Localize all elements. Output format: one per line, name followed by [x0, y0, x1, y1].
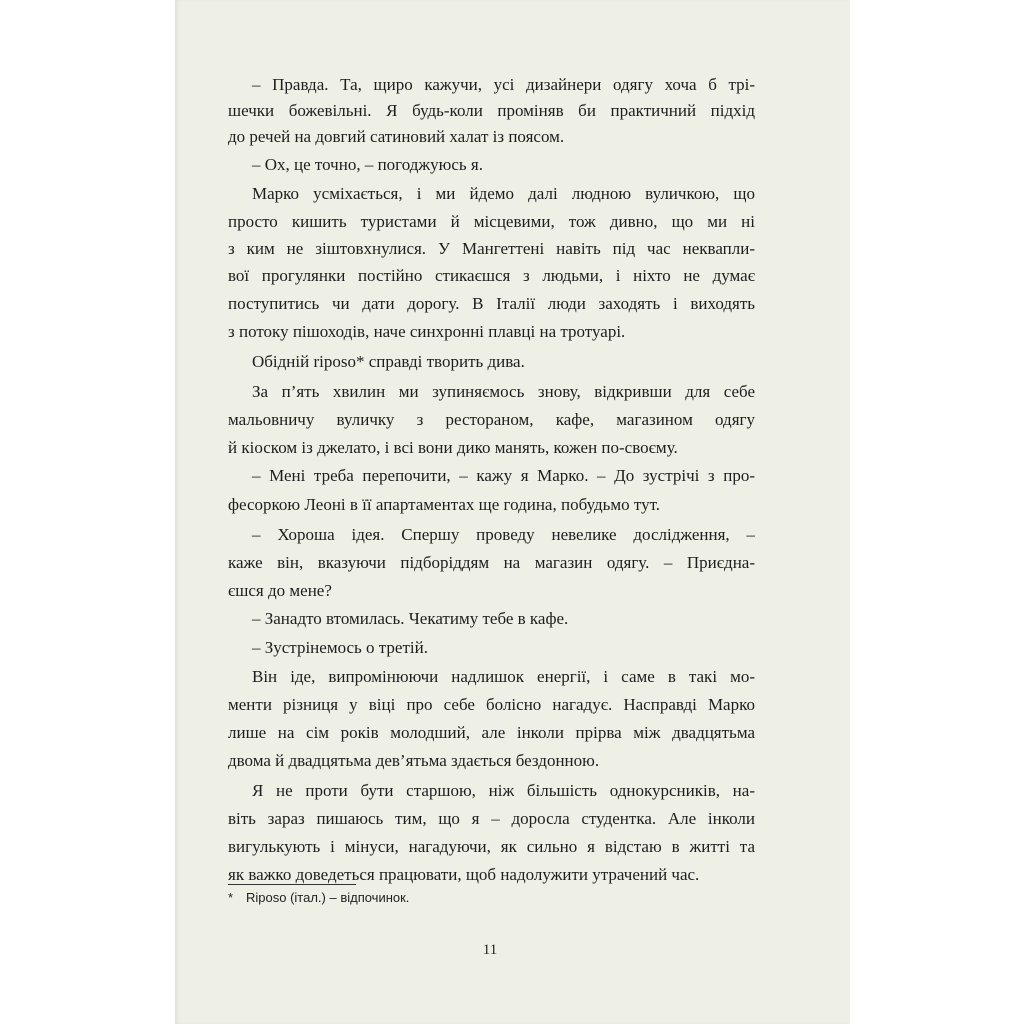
footnote-divider: [228, 884, 356, 885]
text-line: Він іде, випромінюючи надлишок енергії, і саме в такі мо-: [252, 667, 755, 686]
text-line: до речей на довгий сатиновий халат із поясом.: [228, 127, 565, 146]
footnote-text: Riposo (італ.) – відпочинок.: [246, 890, 410, 905]
text-line: – Мені треба перепочити, – кажу я Марко. – До зустрічі з про-: [252, 466, 755, 485]
text-line: вигулькують і мінуси, нагадуючи, як сильно я відстаю в житті та: [228, 837, 755, 856]
text-line: поступитись чи дати дорогу. В Італії люди заходять і виходять: [228, 294, 755, 313]
text-line: просто кишить туристами й місцевими, тож дивно, що ми ні: [228, 212, 755, 231]
text-line: менти різниця у віці про себе болісно нагадує. Насправді Марко: [228, 695, 755, 714]
text-line: єшся до мене?: [228, 581, 332, 600]
text-line: Обідній riposo* справді творить дива.: [252, 352, 525, 371]
text-line: лише на сім років молодший, але інколи прірва між двадцятьма: [228, 723, 755, 742]
footnote: [228, 888, 409, 908]
text-line: віть зараз пишаюсь тим, що я – доросла студентка. Але інколи: [228, 809, 755, 828]
text-line: як важко доведеться працювати, щоб надолужити утрачений час.: [228, 865, 700, 884]
text-line: двома й двадцятьма дев’ятьма здається бездонною.: [228, 751, 600, 770]
text-line: фесоркою Леоні в її апартаментах ще година, побудьмо тут.: [228, 495, 661, 514]
text-line: – Ох, це точно, – погоджуюсь я.: [252, 155, 483, 174]
text-line: каже він, вказуючи підборіддям на магазин одягу. – Приєдна-: [228, 553, 755, 572]
text-line: Я не проти бути старшою, ніж більшість однокурсників, на-: [252, 781, 755, 800]
page-number: 11: [482, 942, 498, 958]
text-line: За п’ять хвилин ми зупиняємось знову, відкривши для себе: [252, 382, 755, 401]
text-line: – Хороша ідея. Спершу проведу невелике дослідження, –: [252, 525, 755, 544]
text-line: з потоку пішоходів, наче синхронні плавці на тротуарі.: [228, 322, 626, 341]
text-line: Марко усміхається, і ми йдемо далі людною вуличкою, що: [252, 184, 755, 203]
text-line: – Занадто втомилась. Чекатиму тебе в кафе.: [252, 609, 569, 628]
text-line: шечки божевільні. Я будь-коли проміняв би практичний підхід: [228, 101, 755, 120]
text-line: з ким не зіштовхнулися. У Мангеттені навіть під час неквапли-: [228, 239, 755, 258]
text-line: мальовничу вуличку з рестораном, кафе, магазином одягу: [228, 410, 755, 429]
footnote-mark: *: [228, 890, 234, 905]
text-line: – Зустрінемось о третій.: [252, 638, 428, 657]
text-line: й кіоском із джелато, і всі вони дико манять, кожен по-своєму.: [228, 438, 678, 457]
text-line: вої прогулянки постійно стикаєшся з людьми, і ніхто не думає: [228, 266, 755, 285]
text-line: – Правда. Та, щиро кажучи, усі дизайнери одягу хоча б трі-: [252, 75, 755, 94]
